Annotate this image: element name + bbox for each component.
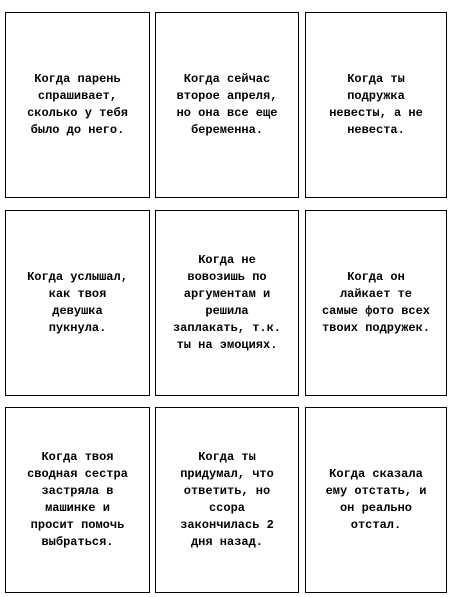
meme-card-9: [305, 407, 447, 593]
meme-card-6: [305, 210, 447, 396]
meme-card-5: [155, 210, 299, 396]
meme-card-4: [5, 210, 150, 396]
card-caption: Когда не вовозишь по аргументам и решила заплакать, т.к. ты на эмоциях.: [172, 253, 282, 352]
meme-card-3: [305, 12, 447, 198]
card-caption: Когда парень спрашивает, сколько у тебя было до него.: [27, 72, 128, 137]
card-caption: Когда ты подружка невесты, а не невеста.: [329, 72, 423, 137]
card-caption: Когда ты придумал, что ответить, но ссора закончилась 2 дня назад.: [180, 450, 274, 549]
meme-card-1: [5, 12, 150, 198]
meme-card-8: [155, 407, 299, 593]
card-caption: Когда сказала ему отстать, и он реально отстал.: [325, 467, 427, 532]
card-caption: Когда услышал, как твоя девушка пукнула.: [27, 270, 128, 335]
card-caption: Когда он лайкает те самые фото всех твоих подружек.: [321, 270, 431, 335]
meme-card-7: [5, 407, 150, 593]
card-caption: Когда твоя сводная сестра застряла в машинке и просит помочь выбраться.: [27, 450, 128, 549]
card-caption: Когда сейчас второе апреля, но она все еще беременна.: [176, 72, 278, 137]
meme-card-2: [155, 12, 299, 198]
